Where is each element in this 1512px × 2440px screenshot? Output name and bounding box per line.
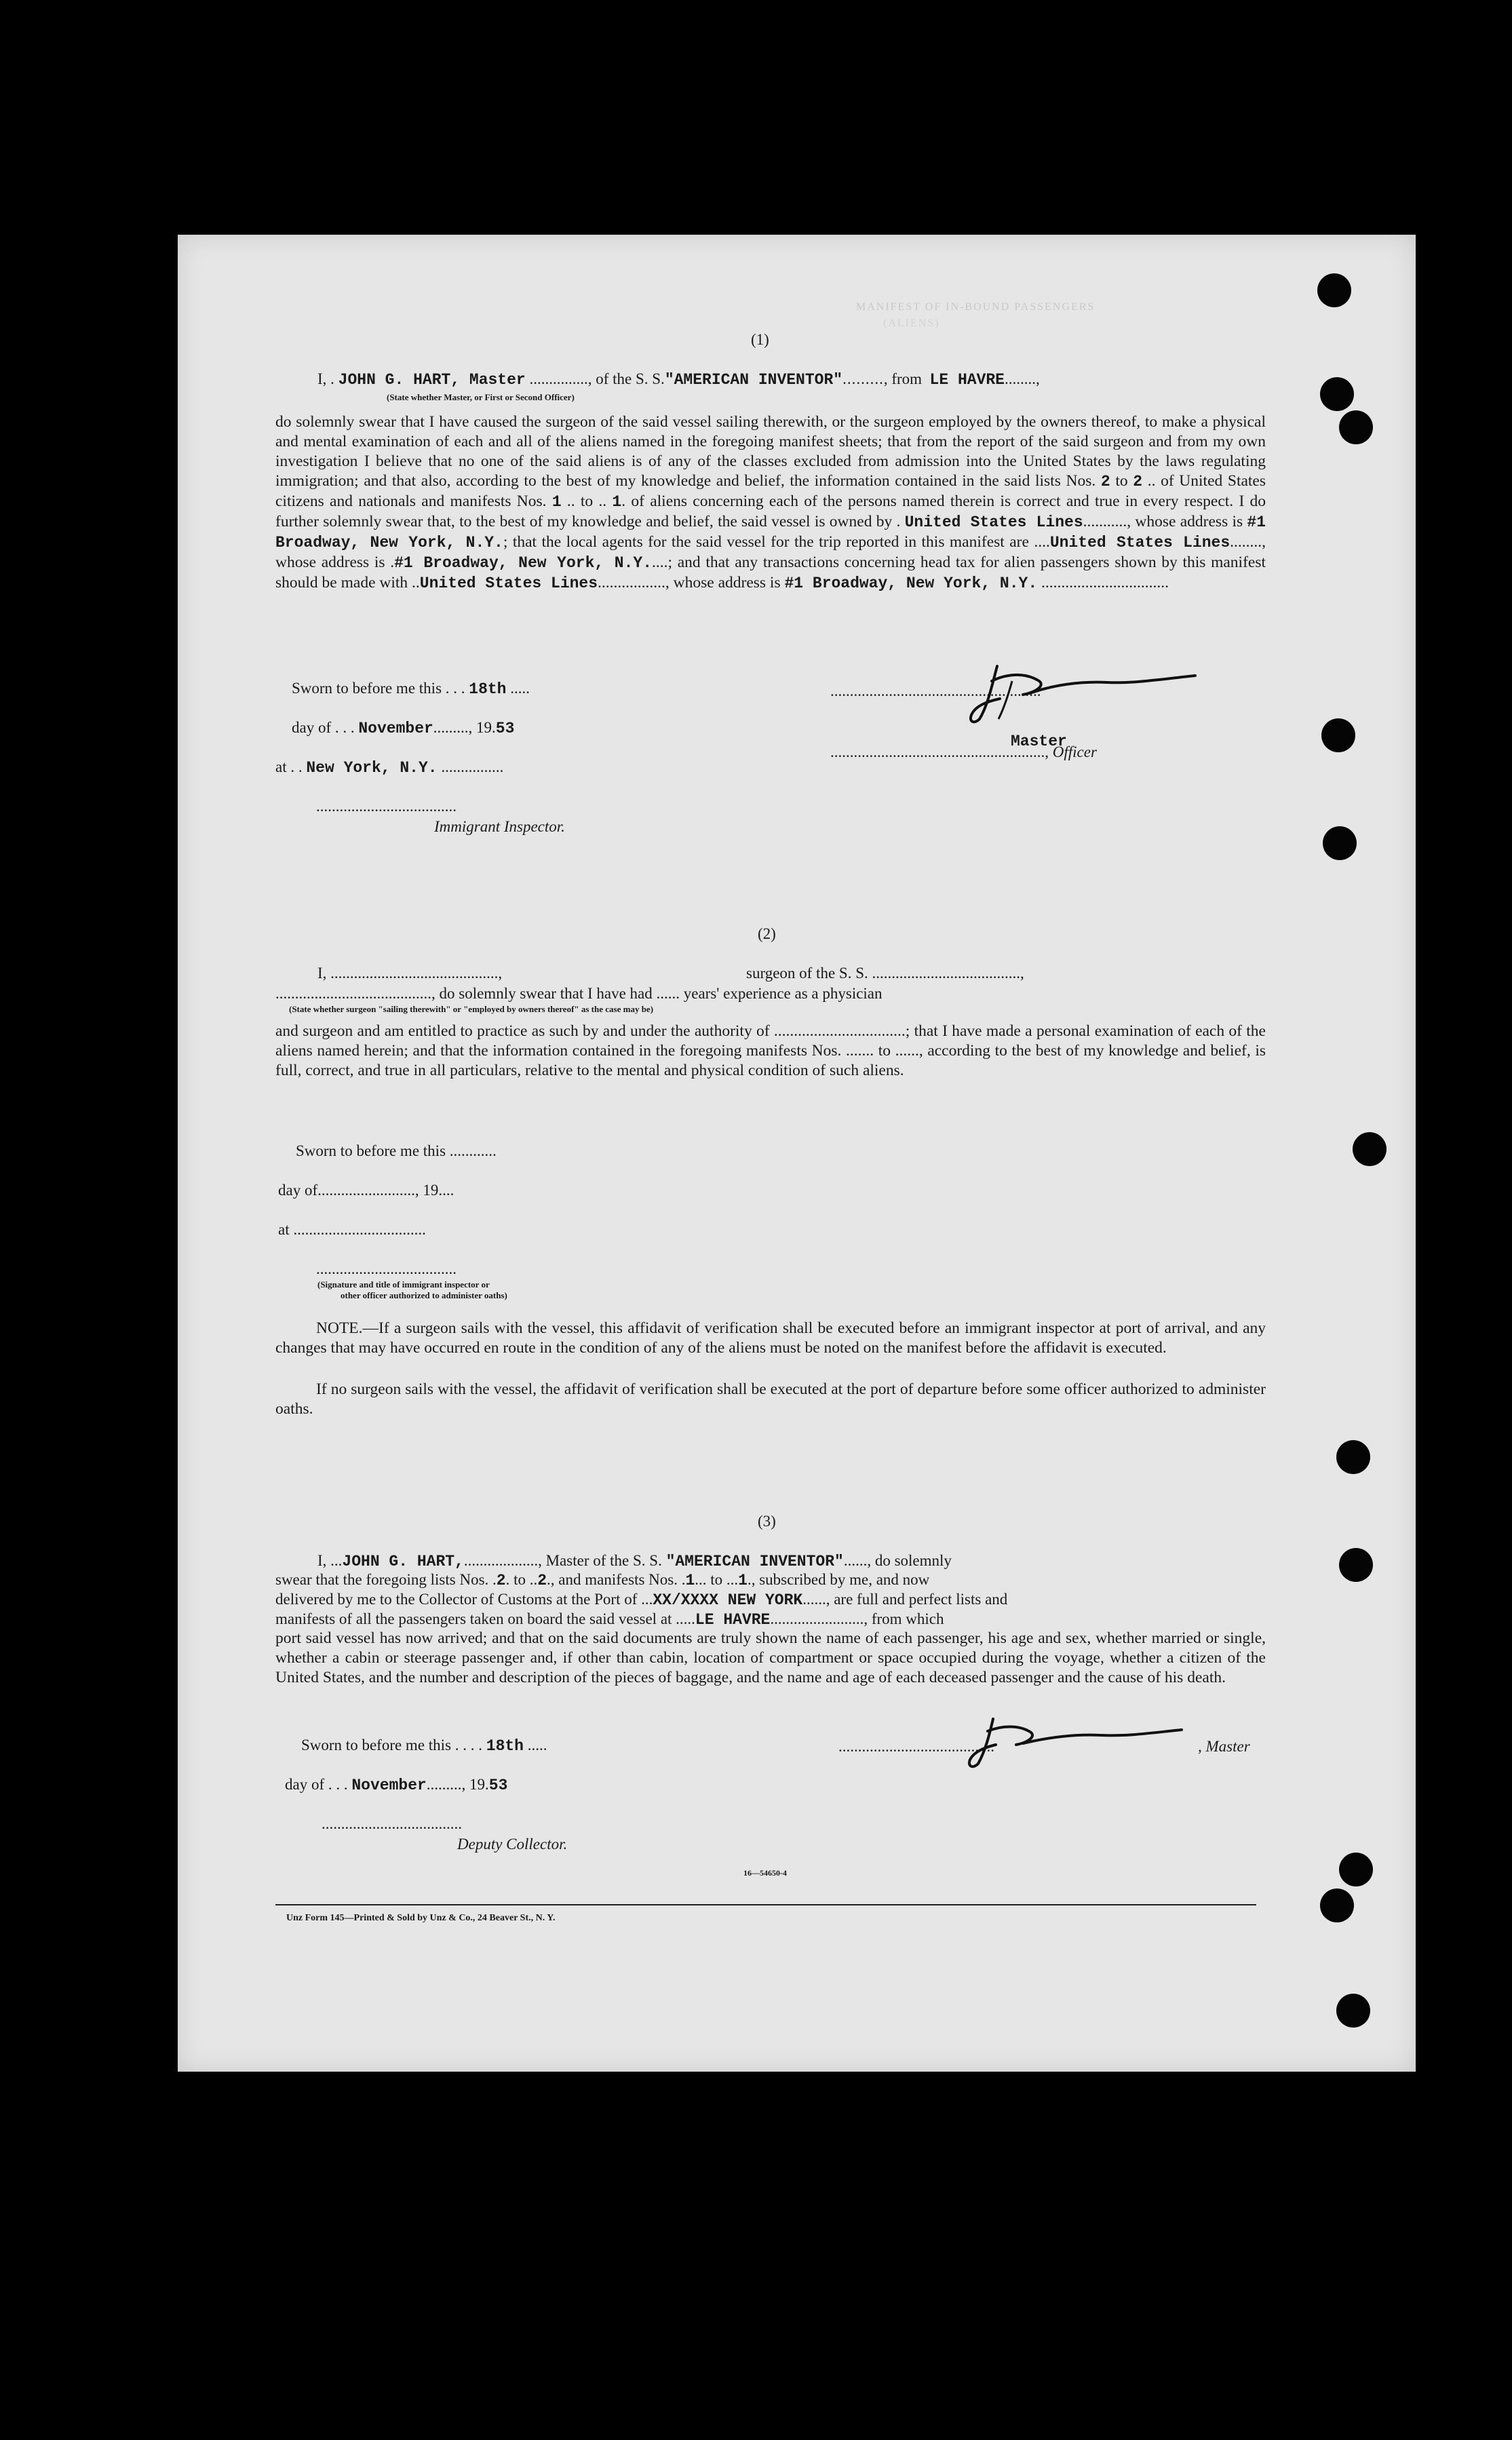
s2-line1-right: surgeon of the S. S. ......................................, — [746, 965, 1024, 982]
punch-hole — [1339, 410, 1373, 444]
s1-caption: (State whether Master, or First or Second Officer) — [387, 392, 575, 402]
punch-hole — [1320, 1889, 1354, 1922]
s2-place-line: at .................................. — [278, 1221, 426, 1238]
section-2-number: (2) — [758, 925, 776, 942]
deputy-collector-title: Deputy Collector. — [457, 1836, 568, 1853]
punch-hole — [1320, 377, 1354, 411]
s1-line1: I, . JOHN G. HART, Master ..............., of the S. S."AMERICAN INVENTOR"........., from LE HAVRE........, — [317, 370, 1040, 389]
punch-hole — [1321, 718, 1355, 752]
punch-hole — [1339, 1853, 1373, 1886]
s3-line4: manifests of all the passengers taken on board the said vessel at .....LE HAVRE........................, from which — [275, 1610, 944, 1629]
s3-oath-paragraph: port said vessel has now arrived; and that on the said documents are truly shown the name of each passenger, his age and sex, whether married or single, whether a cabin or steerage passenger and, if other than cabin, location of compartment or space occupied during the voyage, whether a citizen of the United States, and the number and description of the pieces of baggage, and the name and age of each deceased passenger and the cause of his death. — [275, 1629, 1266, 1686]
s3-master-label: , Master — [1198, 1738, 1250, 1755]
punch-hole — [1336, 1994, 1370, 2028]
s3-line2: swear that the foregoing lists Nos. .2. to ..2., and manifests Nos. .1... to ...1., subscribed by me, and now — [275, 1571, 930, 1589]
s1-date-line: day of . . . November........., 19.53 — [292, 719, 515, 737]
note-paragraph-1: NOTE.—If a surgeon sails with the vessel, this affidavit of verification shall be executed before an immigrant inspector at port of arrival, and any changes that may have occurred en route in the condition of any of the aliens must be noted on the manifest before the affidavit is executed. — [275, 1319, 1266, 1357]
s3-line1: I, ...JOHN G. HART,..................., Master of the S. S. "AMERICAN INVENTOR"......, do solemnly — [317, 1552, 952, 1570]
inspector-title: Immigrant Inspector. — [434, 818, 565, 835]
vessel-owner: United States Lines — [904, 514, 1083, 531]
s1-oath-paragraph: do solemnly swear that I have caused the surgeon of the said vessel sailing therewith, or the surgeon employed by the owners thereof, to make a physical and mental examination of each and all of the aliens named in the foregoing manifest sheets; that from the report of the said surgeon and from my own investigation I believe that no one of the said aliens is of any of the classes excluded from admission into the United States by the laws regulating immigration; and that also, according to the best of my knowledge and belief, the information contained in the said lists Nos. 2 to 2 .. of United States citizens and nationals and manifests Nos. 1 .. to .. 1. of aliens concerning each of the persons named therein is correct and true in every respect. I do further solemnly swear that, to the best of my knowledge and belief, the said vessel is owned by . United States Lines..........., whose address is #1 Broadway, New York, N.Y.; that the local agents for the said vessel for the trip reported in this manifest are ....United States Lines........, whose address is .#1 Broadway, New York, N.Y.....; and that any transactions concerning head tax for alien passengers shown by this manifest should be made with ..United States Lines................., whose address is #1 Broadway, New York, N.Y. ................................ — [275, 413, 1266, 592]
printer-footer: Unz Form 145—Printed & Sold by Unz & Co., 24 Beaver St., N. Y. — [286, 1913, 556, 1923]
local-agents: United States Lines — [1049, 534, 1230, 551]
s2-line2: ........................................, do solemnly swear that I have had ...... years' experience as a physician — [275, 985, 883, 1002]
s3-sworn-line: Sworn to before me this . . . . 18th ..... — [301, 1737, 547, 1755]
s1-place-line: at . . New York, N.Y. ................ — [275, 758, 504, 777]
s3-line3: delivered by me to the Collector of Customs at the Port of ...XX/XXXX NEW YORK......, are full and perfect lists and — [275, 1591, 1008, 1609]
section-3-number: (3) — [758, 1513, 776, 1530]
punch-hole — [1317, 273, 1351, 307]
s2-line1-left: I, ..........................................., — [317, 965, 503, 982]
s2-caption: (State whether surgeon "sailing therewith" or "employed by owners thereof" as the case may be) — [289, 1004, 654, 1014]
document-page: MANIFEST OF IN-BOUND PASSENGERS (ALIENS) (1) I, . JOHN G. HART, Master ..............., of the S. S."AMERICAN INVENTOR"........., from LE HAVRE........, (State whether Master, or First or Second Officer) do solemnly swear that I have caused the surgeon of the said vessel sailing therewith, or the surgeon employed by the owners thereof, to make a physical and mental examination of each and all of the aliens named in the foregoing manifest sheets; that from the report of the said surgeon and from my own investigation I believe that no one of the said aliens is of any of the classes excluded from admission into the United States by the laws regulating immigration; and that also, according to the best of my knowledge and belief, the information contained in the said lists Nos. 2 to 2 .. of United States citizens and nationals and manifests Nos. 1 .. to .. 1. of aliens concerning each of the persons named therein is correct and true in every respect. I do further solemnly swear that, to the best of my knowledge and belief, the said vessel is owned by . United States Lines..........., whose address is #1 Broadway, New York, N.Y.; that the local agents for the said vessel for the trip reported in this manifest are ....United States Lines........, whose address is .#1 Broadway, New York, N.Y.....; and that any transactions concerning head tax for alien passengers shown by this manifest should be made with ..United States Lines................., whose address is #1 Broadway, New York, N.Y. ................................ Sworn to before me this . . . 18th ..... day of . . . November........., 19.53 at . . New York, N.Y. ................ .................................... Immigrant Inspector. ...................................................... Master ......................................................., Officer (2) I, ..........................................., surgeon of the S. S. ......................................, ........................................, do solemnly swear that I have had ...... years' experience as a physician (State whether surgeon "sailing therewith" or "employed by owners thereof" as the case may be) and surgeon and am entitled to practice as such by and under the authority of .................................; that I have made a personal examination of each of the aliens named herein; and that the information contained in the foregoing manifests Nos. ....... to ......, according to the best of my knowledge and belief, is full, correct, and true in all particulars, relative to the mental and physical condition of such aliens. Sworn to before me this ............ day of........................., 19.... at .................................. .................................... (Signature and title of immigrant inspector or other officer authorized to administer oaths) NOTE.—If a surgeon sails with the vessel, this affidavit of verification shall be executed before an immigrant inspector at port of arrival, and any changes that may have occurred en route in the condition of any of the aliens must be noted on the manifest before the affidavit is executed. If no surgeon sails with the vessel, the affidavit of verification shall be executed at the port of departure before some officer authorized to administer oaths. (3) I, ...JOHN G. HART,..................., Master of the S. S. "AMERICAN INVENTOR"......, do solemnly swear that the foregoing lists Nos. .2. to ..2., and manifests Nos. .1... to ...1., subscribed by me, and now delivered by me to the Collector of Customs at the Port of ...XX/XXXX NEW YORK......, are full and perfect lists and manifests of all the passengers taken on board the said vessel at .....LE HAVRE........................, from which port said vessel has now arrived; and that on the said documents are truly shown the name of each passenger, his age and sex, whether married or single, whether a cabin or steerage passenger and, if other than cabin, location of compartment or space occupied during the voyage, whether a citizen of the United States, and the number and description of the pieces of baggage, and the name and age of each deceased passenger and the cause of his death. Sworn to before me this . . . . 18th ..... day of . . . November........., 19.53 .................................... Deputy Collector. ........................................ , Master 16—54650-4 Unz Form 145—Printed & Sold by Unz & Co., 24 Beaver St., N. Y. — [178, 235, 1416, 2072]
punch-hole — [1339, 1548, 1373, 1582]
s1-sworn-line: Sworn to before me this . . . 18th ..... — [292, 680, 530, 698]
master-name: JOHN G. HART, Master — [338, 371, 526, 389]
s3-date-line: day of . . . November........., 19.53 — [285, 1776, 508, 1794]
officer-title-typed: Master — [1011, 733, 1067, 750]
s2-date-line: day of........................., 19.... — [278, 1182, 454, 1199]
master-signature-1 — [965, 654, 1209, 729]
departure-port: LE HAVRE — [929, 371, 1005, 389]
s2-sworn-line: Sworn to before me this ............ — [296, 1142, 497, 1159]
punch-hole — [1336, 1440, 1370, 1474]
s2-sig-caption-2: other officer authorized to administer oaths) — [341, 1290, 507, 1300]
section-1-number: (1) — [751, 331, 769, 348]
master-signature-2 — [958, 1711, 1188, 1772]
s2-oath-paragraph: and surgeon and am entitled to practice as such by and under the authority of .................................; that I have made a personal examination of each of the aliens named herein; and that the information contained in the foregoing manifests Nos. ....... to ......, according to the best of my knowledge and belief, is full, correct, and true in all particulars, relative to the mental and physical condition of such aliens. — [275, 1022, 1266, 1079]
vessel-name: "AMERICAN INVENTOR" — [664, 371, 843, 389]
s2-sig-caption-1: (Signature and title of immigrant inspector or — [317, 1279, 490, 1290]
form-code: 16—54650-4 — [743, 1868, 787, 1878]
footer-rule — [275, 1904, 1256, 1905]
punch-hole — [1353, 1132, 1387, 1166]
punch-hole — [1323, 826, 1357, 860]
note-paragraph-2: If no surgeon sails with the vessel, the affidavit of verification shall be executed at the port of departure before some officer authorized to administer oaths. — [275, 1380, 1266, 1418]
